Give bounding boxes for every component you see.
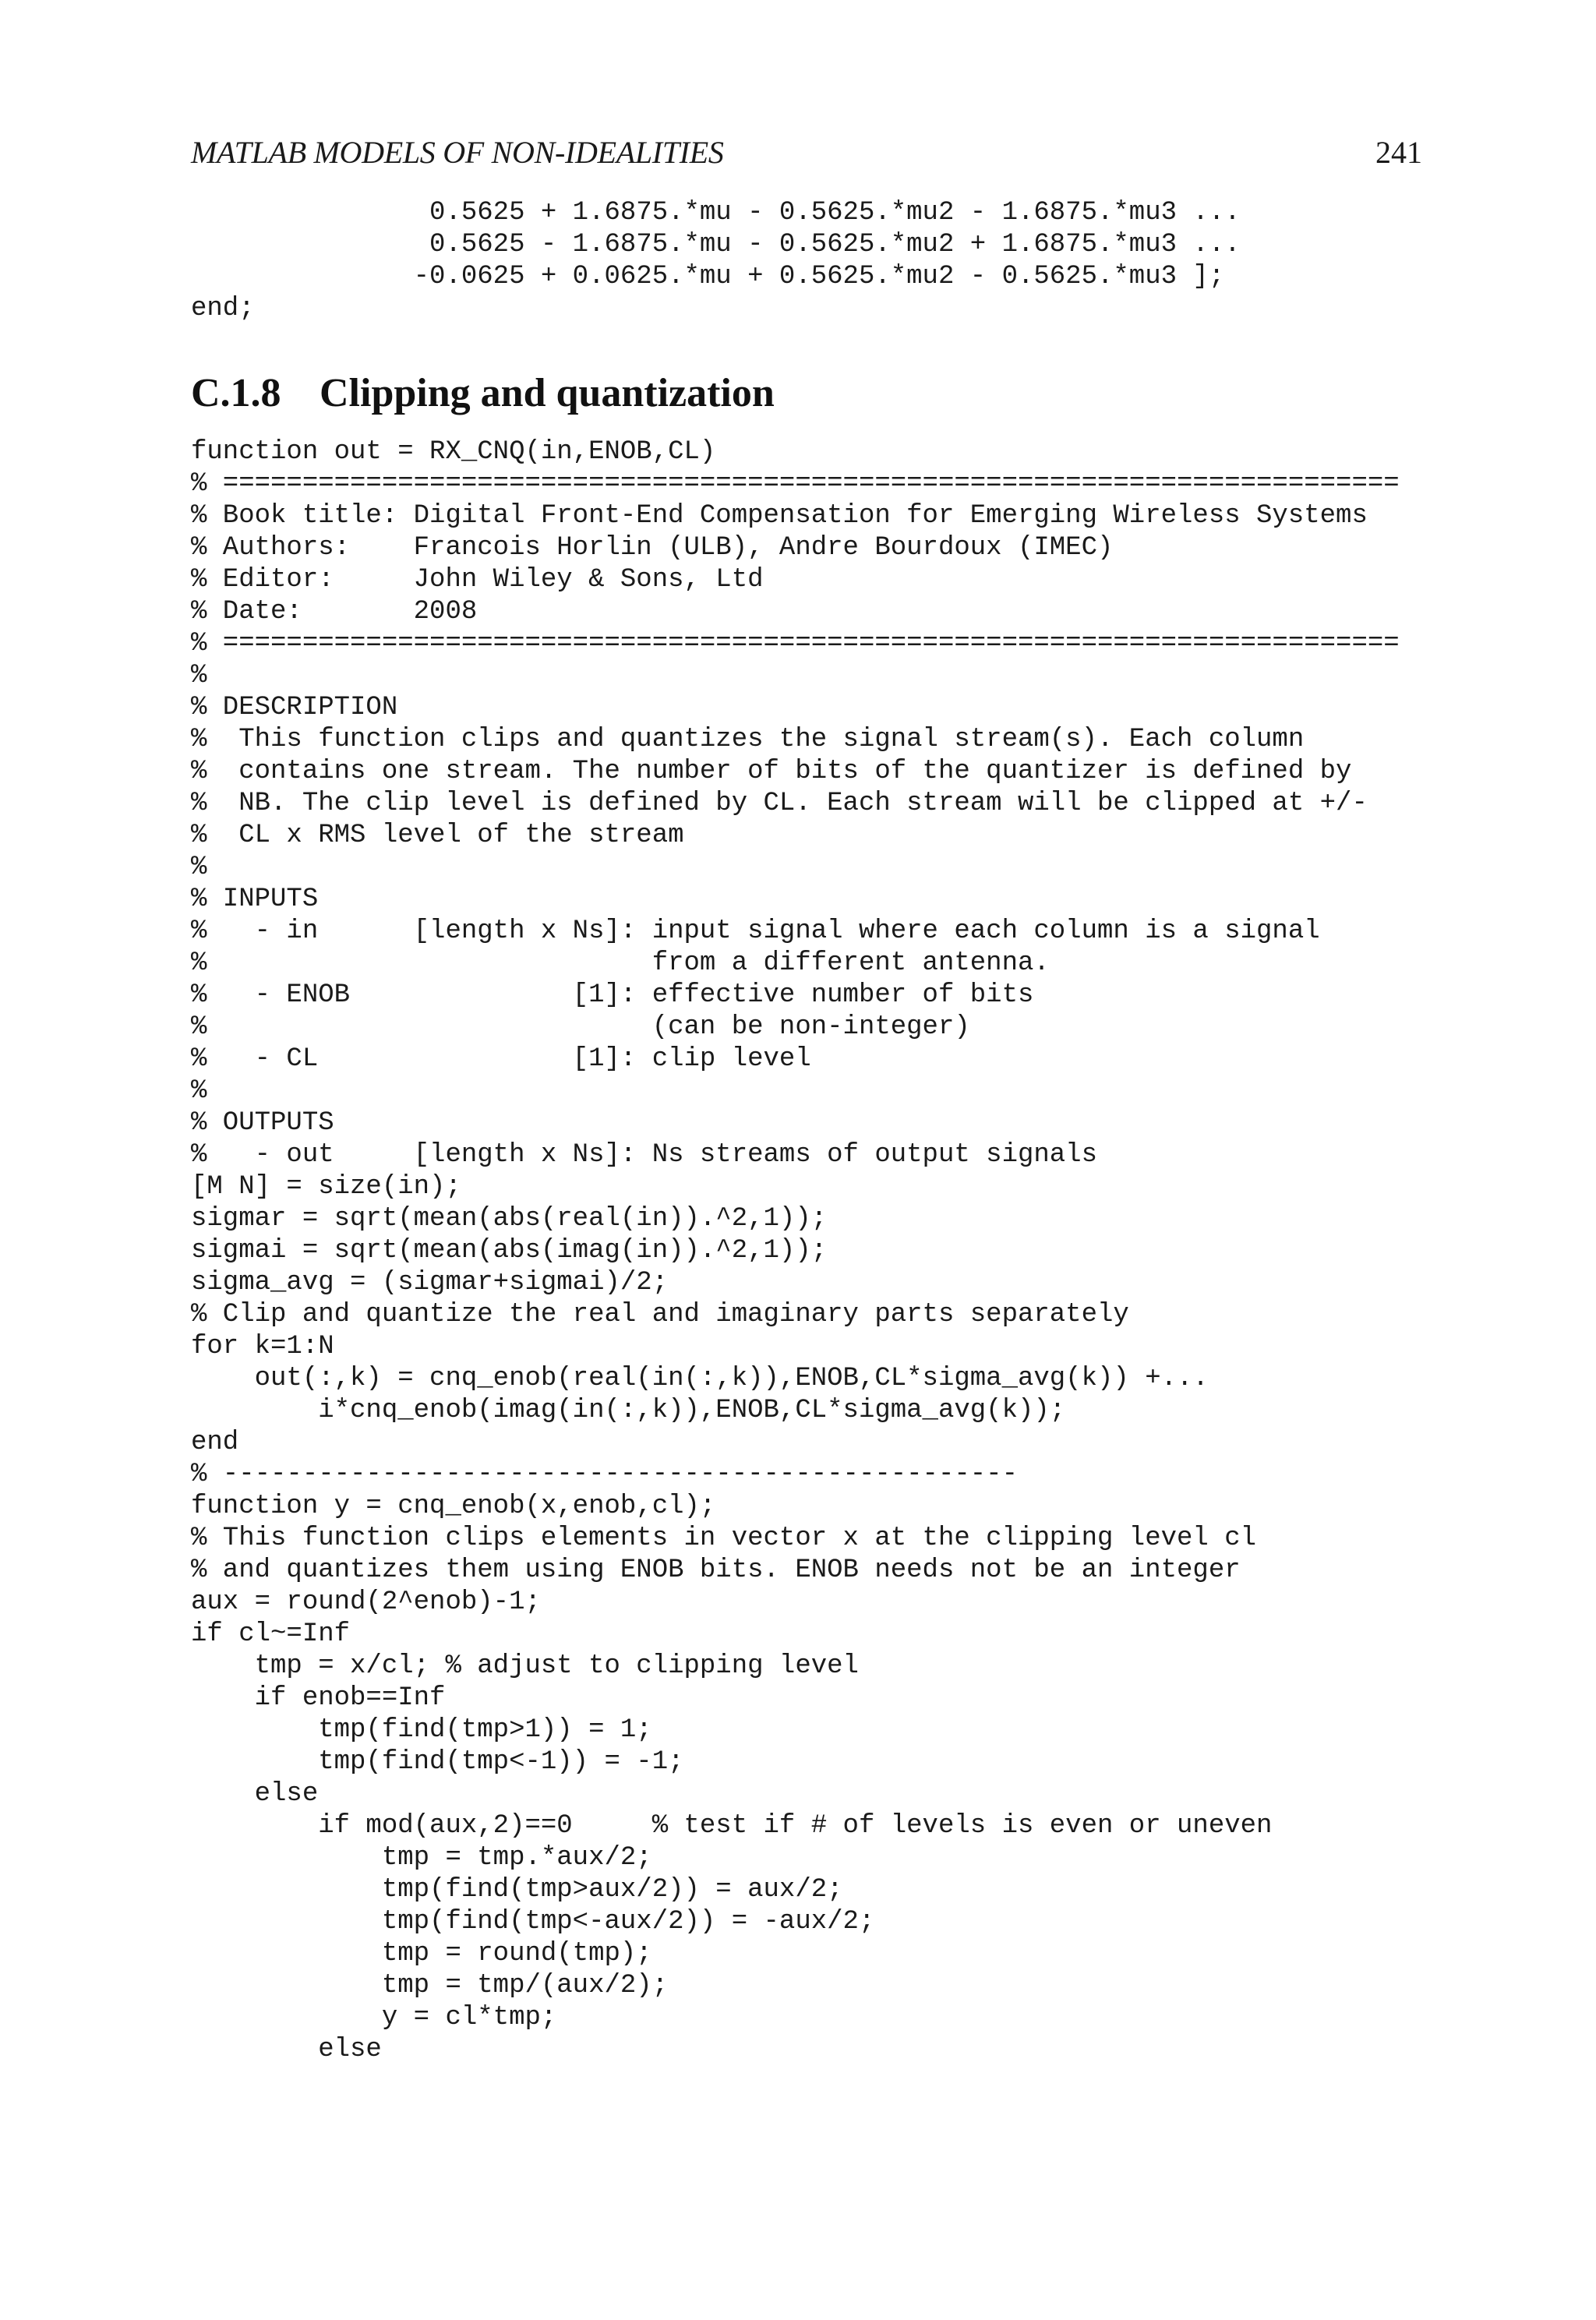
- section-heading: [191, 366, 775, 421]
- section-number: C.1.8: [191, 371, 281, 415]
- running-head-title: MATLAB MODELS OF NON-IDEALITIES: [191, 135, 724, 170]
- code-listing-continued: 0.5625 + 1.6875.*mu - 0.5625.*mu2 - 1.6875.*mu3 ... 0.5625 - 1.6875.*mu - 0.5625.*mu2 + 1.6875.*mu3 ... -0.0625 + 0.0625.*mu + 0.5625.*mu2 - 0.5625.*mu3 ]; end;: [191, 198, 1241, 323]
- page-number: 241: [1375, 135, 1422, 170]
- running-head: [191, 131, 1422, 175]
- code-listing-rx-cnq: function out = RX_CNQ(in,ENOB,CL) % ========================================================================== % Book title: Digital Front-End Compensation for Emerging Wireless Systems % Authors: Francois Horlin (ULB), Andre Bourdoux (IMEC) % Editor: John Wiley & Sons, Ltd % Date: 2008 % ========================================================================== % % DESCRIPTION % This function clips and quantizes the signal stream(s). Each column % contains one stream. The number of bits of the quantizer is defined by % NB. The clip level is defined by CL. Each stream will be clipped at +/- % CL x RMS level of the stream % % INPUTS % - in [length x Ns]: input signal where each column is a signal % from a different antenna. % - ENOB [1]: effective number of bits % (can be non-integer) % - CL [1]: clip level % % OUTPUTS % - out [length x Ns]: Ns streams of output signals [M N] = size(in); sigmar = sqrt(mean(abs(real(in)).^2,1)); sigmai = sqrt(mean(abs(imag(in)).^2,1)); sigma_avg = (sigmar+sigmai)/2; % Clip and quantize the real and imaginary parts separately for k=1:N out(:,k) = cnq_enob(real(in(:,k)),ENOB,CL*sigma_avg(k)) +... i*cnq_enob(imag(in(:,k)),ENOB,CL*sigma_avg(k)); end % -------------------------------------------------- function y = cnq_enob(x,enob,cl); % This function clips elements in vector x at the clipping level cl % and quantizes them using ENOB bits. ENOB needs not be an integer aux = round(2^enob)-1; if cl~=Inf tmp = x/cl; % adjust to clipping level if enob==Inf tmp(find(tmp>1)) = 1; tmp(find(tmp<-1)) = -1; else if mod(aux,2)==0 % test if # of levels is even or uneven tmp = tmp.*aux/2; tmp(find(tmp>aux/2)) = aux/2; tmp(find(tmp<-aux/2)) = -aux/2; tmp = round(tmp); tmp = tmp/(aux/2); y = cl*tmp; else: [191, 437, 1400, 2064]
- section-title: Clipping and quantization: [320, 371, 775, 415]
